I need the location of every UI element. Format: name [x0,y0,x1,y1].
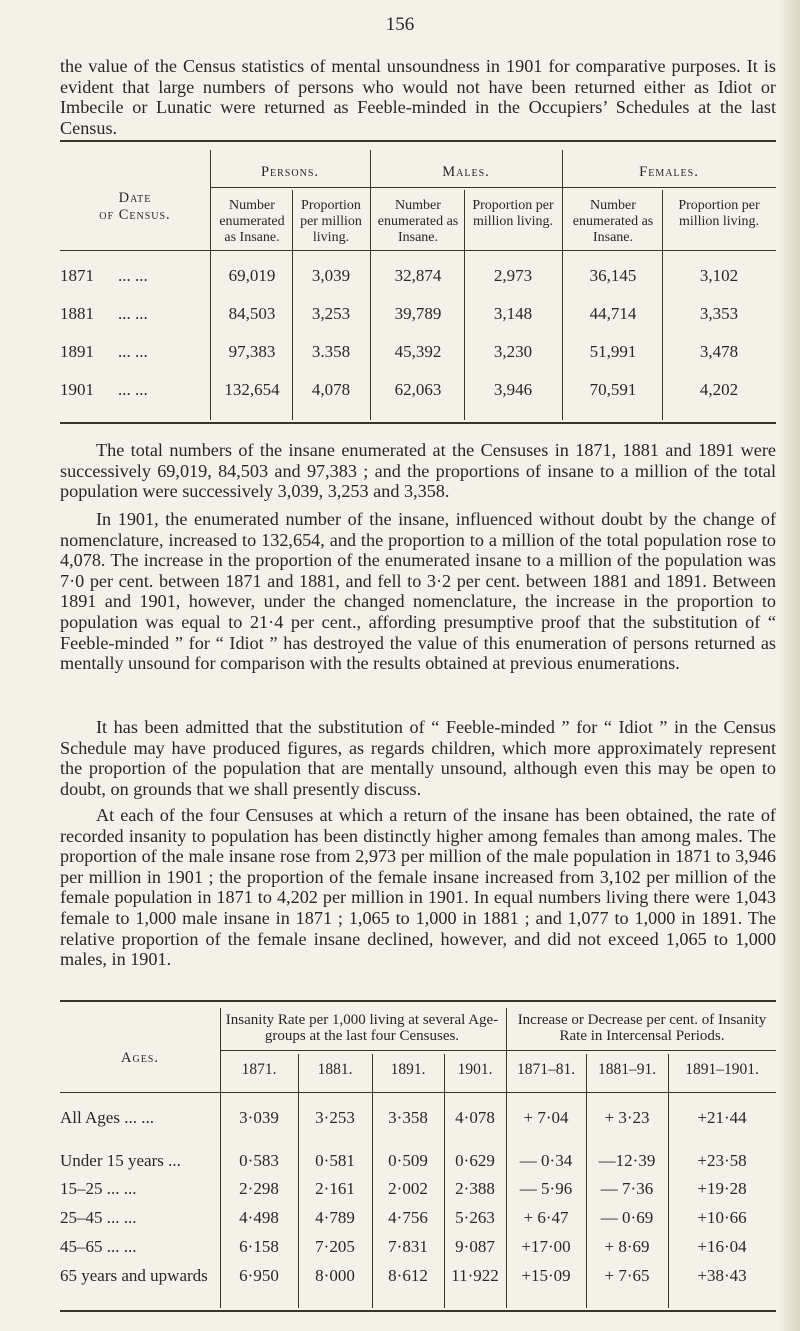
table1-subhead: Proportion per million living. [472,198,554,229]
cell-males-proportion: 3,230 [493,342,533,361]
table1-subhead: Number enumerated as Insane. [572,198,654,245]
table1-subhead: Number enumerated as Insane. [377,198,459,245]
cell-persons-number: 132,654 [224,380,280,399]
cell-change: — 7·36 [600,1179,654,1198]
cell-rate: 0·629 [455,1151,495,1170]
cell-change: — 0·69 [600,1208,654,1227]
table2-top-rule [60,1000,776,1002]
table1-date-header: Date [118,190,152,206]
row-leader-dots: ... ... [118,342,148,361]
cell-persons-proportion: 3,253 [311,304,351,323]
page-edge-shading [778,0,800,1331]
cell-rate: 8·612 [388,1266,428,1285]
intro-paragraph: the value of the Census statistics of mental unsoundness in 1901 for comparative purposes. It is evident that large numbers of persons who would not have been returned either as Idiot or Imbecile or Lunatic were returned as Feeble-minded in the Occupiers’ Schedules at the last Census. [60,56,776,138]
cell-change: +23·58 [697,1151,747,1170]
cell-rate: 3·039 [239,1108,279,1127]
table1-top-rule [60,140,776,142]
table1-header-rule [60,250,776,251]
cell-rate: 3·358 [388,1108,428,1127]
paragraph-1901: In 1901, the enumerated number of the insane, influenced without doubt by the change of nomenclature, increased to 132,654, and the proportion to a million of the total population rose to 4,078. The increase in the proportion of the enumerated insane to a million of the population was 7·0 per cent. between 1871 and 1881, and fell to 3·2 per cent. between 1881 and 1891. Between 1891 and 1901, however, under the changed nomenclature, the increase in the proportion to population was equal to 21·4 per cent., affording presumptive proof that the substitution of “ Feeble-minded ” for “ Idiot ” has destroyed the value of this enumeration of persons returned as mentally unsound for comparison with the results obtained at previous enumerations. [60,509,776,674]
cell-change: — 0·34 [519,1151,573,1170]
cell-rate: 6·158 [239,1237,279,1256]
table1-subhead: Proportion per million living. [300,198,362,245]
page-number: 156 [385,14,415,35]
table2-bottom-rule [60,1310,776,1312]
table1-census-header: of Census. [99,207,171,223]
cell-persons-number: 69,019 [228,266,276,285]
row-age-label: Under 15 years ... [60,1151,181,1170]
cell-persons-proportion: 3,039 [311,266,351,285]
cell-rate: 2·298 [239,1179,279,1198]
cell-males-number: 45,392 [394,342,442,361]
cell-rate: 4·078 [455,1108,495,1127]
table2-year-header: 1881. [317,1061,353,1078]
row-year: 1891 [60,342,94,361]
cell-change: +21·44 [697,1108,747,1127]
cell-change: +10·66 [697,1208,747,1227]
cell-persons-number: 84,503 [228,304,276,323]
cell-rate: 3·253 [315,1108,355,1127]
row-age-label: All Ages ... ... [60,1108,154,1127]
cell-rate: 9·087 [455,1237,495,1256]
cell-males-number: 62,063 [394,380,442,399]
table2-period-header: 1891–1901. [685,1061,759,1078]
table2-period-header: 1881–91. [597,1061,657,1078]
cell-change: +17·00 [521,1237,571,1256]
cell-rate: 0·509 [388,1151,428,1170]
cell-females-proportion: 3,353 [699,304,739,323]
cell-rate: 6·950 [239,1266,279,1285]
cell-change: +19·28 [697,1179,747,1198]
table2-period-header: 1871–81. [516,1061,576,1078]
paragraph-totals: The total numbers of the insane enumerated at the Censuses in 1871, 1881 and 1891 were successively 69,019, 84,503 and 97,383 ; and the proportions of insane to a million of the total population were successively 3,039, 3,253 and 3,358. [60,440,776,502]
cell-males-proportion: 2,973 [493,266,533,285]
cell-females-number: 36,145 [589,266,637,285]
paragraph-substitution: It has been admitted that the substitution of “ Feeble-minded ” for “ Idiot ” in the Census Schedule may have produced figures, as regards children, which more approximately represent the proportion of the population that are mentally unsound, although even this may be open to doubt, on grounds that we shall presently discuss. [60,717,776,799]
cell-males-proportion: 3,946 [493,380,533,399]
row-leader-dots: ... ... [118,380,148,399]
cell-females-proportion: 3,478 [699,342,739,361]
table1-bottom-rule [60,422,776,424]
cell-persons-number: 97,383 [228,342,276,361]
cell-females-proportion: 4,202 [699,380,739,399]
cell-change: + 8·69 [604,1237,650,1256]
table1-col-divider [210,150,211,420]
cell-males-proportion: 3,148 [493,304,533,323]
table1-group-males: Males. [442,164,490,180]
table2-group-change: Increase or Decrease per cent. of Insanity Rate in Intercensal Periods. [517,1012,767,1044]
row-age-label: 45–65 ... ... [60,1237,137,1256]
row-leader-dots: ... ... [118,304,148,323]
cell-rate: 11·922 [451,1266,499,1285]
cell-change: + 3·23 [604,1108,650,1127]
cell-males-number: 32,874 [394,266,442,285]
cell-rate: 7·831 [388,1237,428,1256]
cell-change: + 6·47 [523,1208,569,1227]
cell-change: —12·39 [598,1151,656,1170]
row-age-label: 25–45 ... ... [60,1208,137,1227]
cell-rate: 8·000 [315,1266,355,1285]
table1-group-persons: Persons. [260,164,320,180]
table2-year-header: 1891. [390,1061,426,1078]
cell-rate: 5·263 [455,1208,495,1227]
cell-persons-proportion: 3.358 [311,342,351,361]
row-leader-dots: ... ... [118,266,148,285]
cell-females-number: 44,714 [589,304,637,323]
cell-rate: 0·583 [239,1151,279,1170]
cell-rate: 0·581 [315,1151,355,1170]
cell-males-number: 39,789 [394,304,442,323]
table2-year-header: 1871. [241,1061,277,1078]
table2-group-rule [220,1050,776,1051]
row-year: 1901 [60,380,94,399]
cell-change: + 7·04 [523,1108,569,1127]
cell-females-proportion: 3,102 [699,266,739,285]
paragraph-sex-ratio: At each of the four Censuses at which a return of the insane has been obtained, the rate of recorded insanity to population has been distinctly higher among females than among males. The proportion of the male insane rose from 2,973 per million of the male population in 1871 to 3,946 per million in 1901 ; the proportion of the female insane increased from 3,102 per million of the female population in 1871 to 4,202 per million in 1901. In equal numbers living there were 1,043 female to 1,000 male insane in 1871 ; 1,065 to 1,000 in 1881 ; and 1,077 to 1,000 in 1891. The relative proportion of the female insane declined, however, and did not exceed 1,065 to 1,000 males, in 1901. [60,805,776,970]
table1-group-rule [210,187,776,188]
row-age-label: 15–25 ... ... [60,1179,137,1198]
cell-females-number: 70,591 [589,380,637,399]
cell-persons-proportion: 4,078 [311,380,351,399]
cell-rate: 4·756 [388,1208,428,1227]
cell-rate: 2·002 [388,1179,428,1198]
cell-change: +38·43 [697,1266,747,1285]
table1-subhead: Proportion per million living. [678,198,760,229]
table1-col-divider [370,150,371,420]
cell-rate: 2·161 [315,1179,355,1198]
cell-change: — 5·96 [519,1179,573,1198]
cell-rate: 4·789 [315,1208,355,1227]
cell-rate: 2·388 [455,1179,495,1198]
table2-year-header: 1901. [457,1061,493,1078]
table2-ages-header: Ages. [121,1050,159,1066]
cell-change: +16·04 [697,1237,747,1256]
table1-subhead: Number enumerated as Insane. [219,198,285,245]
table1-col-divider [562,150,563,420]
table2-group-rate: Insanity Rate per 1,000 living at several Age-groups at the last four Censuses. [225,1012,499,1044]
cell-change: +15·09 [521,1266,571,1285]
cell-females-number: 51,991 [589,342,637,361]
row-year: 1881 [60,304,94,323]
cell-rate: 7·205 [315,1237,355,1256]
row-age-label: 65 years and upwards [60,1266,208,1285]
cell-rate: 4·498 [239,1208,279,1227]
table1-group-females: Females. [639,164,699,180]
cell-change: + 7·65 [604,1266,650,1285]
row-year: 1871 [60,266,94,285]
